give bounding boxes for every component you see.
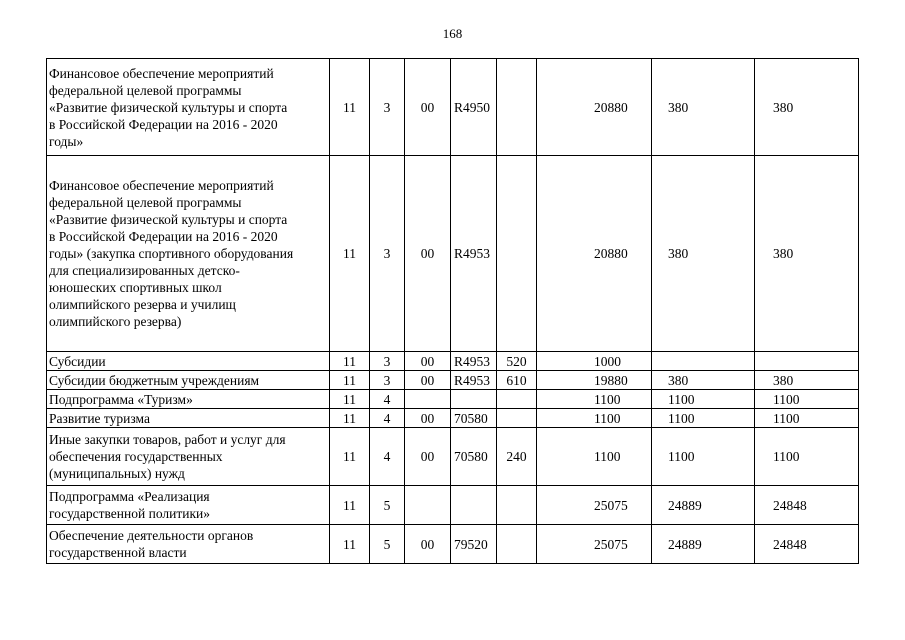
target-article-code-cell: [451, 409, 497, 428]
row-name-line: Подпрограмма «Реализация: [49, 489, 210, 504]
amount-year-1-cell: [537, 352, 652, 371]
target-article-code-cell: [451, 352, 497, 371]
expense-type-code-cell: [497, 371, 537, 390]
row-name-line: Субсидии бюджетным учреждениям: [49, 372, 260, 388]
table-row: [47, 352, 859, 371]
row-name: [47, 371, 330, 390]
subsection-code-cell: [370, 486, 405, 525]
amount-year-1: 1100: [594, 449, 621, 464]
row-name-line: (муниципальных) нужд: [49, 466, 185, 481]
amount-year-1-cell: [537, 409, 652, 428]
section-code: 11: [343, 497, 356, 513]
expense-type-code-cell: [497, 486, 537, 525]
target-article-code: R4953: [454, 372, 491, 388]
section-code: 11: [343, 353, 356, 369]
amount-year-1: 1100: [594, 391, 621, 407]
subsection-code-cell: [370, 156, 405, 352]
subsection-code: 5: [383, 497, 391, 513]
page-number: 168: [442, 26, 463, 41]
subsection-code: 4: [383, 449, 391, 464]
subsection-code-cell: [370, 390, 405, 409]
table-row: [47, 525, 859, 564]
amount-year-2: 380: [668, 372, 689, 388]
amount-year-3-cell: [755, 390, 859, 409]
section-code: 11: [343, 536, 356, 552]
subsection-code: 3: [383, 372, 391, 388]
expense-type-code-cell: [497, 352, 537, 371]
table-row: [47, 371, 859, 390]
subsection-code: 4: [383, 391, 391, 407]
amount-year-1-cell: [537, 428, 652, 486]
budget-table: [46, 58, 859, 564]
program-code-cell: [405, 409, 451, 428]
subsection-code-cell: [370, 409, 405, 428]
program-code-cell: [405, 156, 451, 352]
row-name: [47, 390, 330, 409]
amount-year-3: 380: [773, 99, 794, 115]
row-name-line: юношеских спортивных школ: [49, 280, 222, 295]
expense-type-code-cell: [497, 390, 537, 409]
amount-year-1: 25075: [594, 536, 628, 552]
amount-year-1: 20880: [594, 246, 628, 261]
program-code: 00: [420, 99, 435, 115]
amount-year-1-cell: [537, 59, 652, 156]
table-row: [47, 409, 859, 428]
amount-year-2: 24889: [668, 497, 702, 513]
section-code-cell: [330, 352, 370, 371]
program-code-cell: [405, 371, 451, 390]
expense-type-code: 520: [506, 353, 527, 369]
section-code-cell: [330, 371, 370, 390]
program-code: 00: [420, 536, 435, 552]
target-article-code: R4953: [454, 246, 491, 261]
row-name-line: годы» (закупка спортивного оборудования: [49, 246, 294, 261]
program-code-cell: [405, 352, 451, 371]
expense-type-code-cell: [497, 409, 537, 428]
section-code-cell: [330, 156, 370, 352]
target-article-code: 70580: [454, 449, 488, 464]
amount-year-3: 24848: [773, 497, 807, 513]
amount-year-3-cell: [755, 486, 859, 525]
section-code: 11: [343, 246, 356, 261]
program-code-cell: [405, 525, 451, 564]
program-code-cell: [405, 59, 451, 156]
row-name-line: государственной власти: [49, 545, 187, 560]
row-name: [47, 428, 330, 486]
row-name-line: годы»: [49, 133, 84, 149]
row-name-line: «Развитие физической культуры и спорта: [49, 212, 288, 227]
target-article-code-cell: [451, 525, 497, 564]
amount-year-1: 20880: [594, 99, 628, 115]
row-name-line: Развитие туризма: [49, 410, 150, 426]
expense-type-code-cell: [497, 428, 537, 486]
amount-year-3-cell: [755, 352, 859, 371]
target-article-code-cell: [451, 486, 497, 525]
target-article-code: 70580: [454, 410, 488, 426]
amount-year-3-cell: [755, 59, 859, 156]
row-name-line: Обеспечение деятельности органов: [49, 528, 254, 543]
row-name: [47, 525, 330, 564]
amount-year-1-cell: [537, 156, 652, 352]
amount-year-2: 380: [668, 99, 689, 115]
amount-year-2-cell: [652, 409, 755, 428]
section-code: 11: [343, 372, 356, 388]
amount-year-3-cell: [755, 371, 859, 390]
amount-year-1: 25075: [594, 497, 628, 513]
row-name-line: федеральной целевой программы: [49, 82, 242, 98]
section-code-cell: [330, 59, 370, 156]
subsection-code-cell: [370, 371, 405, 390]
row-name-line: олимпийского резерва и училищ: [49, 297, 236, 312]
amount-year-1-cell: [537, 390, 652, 409]
row-name-line: «Развитие физической культуры и спорта: [49, 99, 288, 115]
section-code-cell: [330, 390, 370, 409]
amount-year-2-cell: [652, 156, 755, 352]
row-name: [47, 409, 330, 428]
amount-year-3-cell: [755, 409, 859, 428]
expense-type-code-cell: [497, 59, 537, 156]
row-name: [47, 486, 330, 525]
section-code-cell: [330, 486, 370, 525]
program-code-cell: [405, 428, 451, 486]
subsection-code: 5: [383, 536, 391, 552]
amount-year-3: 1100: [773, 410, 800, 426]
target-article-code-cell: [451, 371, 497, 390]
amount-year-2: 380: [668, 246, 689, 261]
program-code-cell: [405, 390, 451, 409]
amount-year-2-cell: [652, 428, 755, 486]
table-body: [47, 59, 859, 564]
target-article-code-cell: [451, 156, 497, 352]
subsection-code-cell: [370, 352, 405, 371]
amount-year-1: 1100: [594, 410, 621, 426]
section-code: 11: [343, 99, 356, 115]
section-code: 11: [343, 391, 356, 407]
section-code: 11: [343, 410, 356, 426]
subsection-code: 4: [383, 410, 391, 426]
table-row: [47, 428, 859, 486]
amount-year-3-cell: [755, 525, 859, 564]
row-name-line: в Российской Федерации на 2016 - 2020: [49, 116, 278, 132]
table-row: [47, 59, 859, 156]
amount-year-2: 24889: [668, 536, 702, 552]
amount-year-1: 1000: [594, 353, 621, 369]
program-code: 00: [420, 372, 435, 388]
amount-year-2: 1100: [668, 391, 695, 407]
table-row: [47, 390, 859, 409]
amount-year-2: 1100: [668, 449, 695, 464]
program-code-cell: [405, 486, 451, 525]
program-code: 00: [420, 353, 435, 369]
amount-year-2-cell: [652, 525, 755, 564]
amount-year-1: 19880: [594, 372, 628, 388]
amount-year-2-cell: [652, 486, 755, 525]
amount-year-2: 1100: [668, 410, 695, 426]
amount-year-2-cell: [652, 371, 755, 390]
expense-type-code-cell: [497, 156, 537, 352]
row-name: [47, 59, 330, 156]
row-name-line: Иные закупки товаров, работ и услуг для: [49, 432, 286, 447]
program-code: 00: [420, 246, 435, 261]
amount-year-2-cell: [652, 59, 755, 156]
expense-type-code: 610: [506, 372, 527, 388]
target-article-code: 79520: [454, 536, 488, 552]
row-name-line: Подпрограмма «Туризм»: [49, 391, 193, 407]
row-name-line: государственной политики»: [49, 506, 211, 521]
expense-type-code: 240: [506, 449, 527, 464]
subsection-code-cell: [370, 428, 405, 486]
amount-year-1-cell: [537, 486, 652, 525]
section-code: 11: [343, 449, 356, 464]
amount-year-3: 1100: [773, 449, 800, 464]
amount-year-3-cell: [755, 428, 859, 486]
row-name-line: Финансовое обеспечение мероприятий: [49, 178, 274, 193]
table-row: [47, 486, 859, 525]
amount-year-3: 380: [773, 246, 794, 261]
expense-type-code-cell: [497, 525, 537, 564]
amount-year-2-cell: [652, 352, 755, 371]
row-name: [47, 156, 330, 352]
section-code-cell: [330, 428, 370, 486]
program-code: 00: [420, 410, 435, 426]
amount-year-3-cell: [755, 156, 859, 352]
row-name-line: в Российской Федерации на 2016 - 2020: [49, 229, 278, 244]
row-name-line: федеральной целевой программы: [49, 195, 242, 210]
row-name-line: обеспечения государственных: [49, 449, 223, 464]
program-code: 00: [420, 449, 435, 464]
amount-year-2-cell: [652, 390, 755, 409]
table-row: [47, 156, 859, 352]
amount-year-3: 380: [773, 372, 794, 388]
amount-year-3: 24848: [773, 536, 807, 552]
subsection-code-cell: [370, 525, 405, 564]
row-name-line: Субсидии: [49, 353, 106, 369]
subsection-code-cell: [370, 59, 405, 156]
subsection-code: 3: [383, 353, 391, 369]
amount-year-1-cell: [537, 525, 652, 564]
row-name: [47, 352, 330, 371]
row-name-line: олимпийского резерва): [49, 314, 182, 329]
target-article-code: R4953: [454, 353, 491, 369]
subsection-code: 3: [383, 246, 391, 261]
subsection-code: 3: [383, 99, 391, 115]
row-name-line: Финансовое обеспечение мероприятий: [49, 65, 274, 81]
section-code-cell: [330, 525, 370, 564]
section-code-cell: [330, 409, 370, 428]
row-name-line: для специализированных детско-: [49, 263, 240, 278]
target-article-code-cell: [451, 428, 497, 486]
target-article-code-cell: [451, 390, 497, 409]
amount-year-3: 1100: [773, 391, 800, 407]
target-article-code-cell: [451, 59, 497, 156]
amount-year-1-cell: [537, 371, 652, 390]
target-article-code: R4950: [454, 99, 491, 115]
